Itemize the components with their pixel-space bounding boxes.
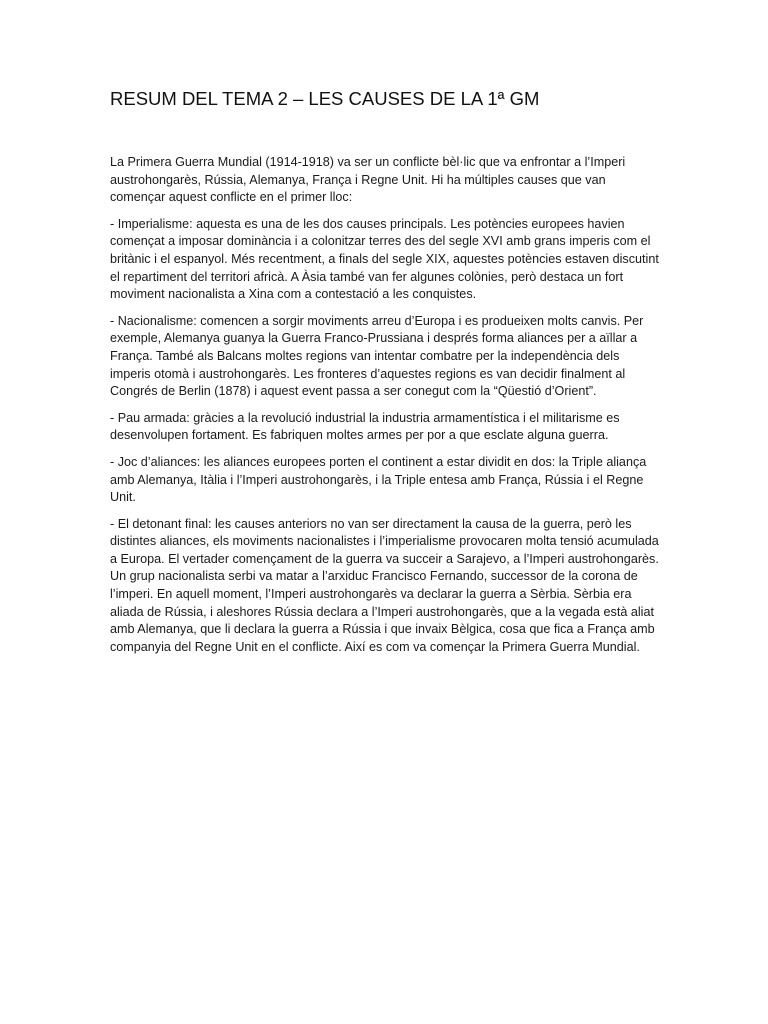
paragraph-detonant-final: - El detonant final: les causes anteriors no van ser directament la causa de la guerra, però les distintes aliances, els moviments nacionalistes i l’imperialisme provocaren molta tensió acumulada a Europa. El vertader començament de la guerra va succeir a Sarajevo, a l’Imperi austrohongarès. Un grup nacionalista serbi va matar a l’arxiduc Francisco Fernando, successor de la corona de l’imperi. En aquell moment, l’Imperi austrohongarès va declarar la guerra a Sèrbia. Sèrbia era aliada de Rússia, i aleshores Rússia declara a l’Imperi austrohongarès, que a la vegada està aliat amb Alemanya, que li declara la guerra a Rússia i que invaix Bèlgica, cosa que fica a França amb companyia del Regne Unit en el conflicte. Així es com va començar la Primera Guerra Mundial.	[110, 516, 659, 654]
paragraph-joc-aliances: - Joc d’aliances: les aliances europees porten el continent a estar dividit en dos: la Triple aliança amb Alemanya, Itàlia i l’Imperi austrohongarès, i la Triple entesa amb França, Rússia i el Regne Unit.	[110, 454, 647, 505]
document-body	[110, 154, 662, 656]
paragraph-imperialisme: - Imperialisme: aquesta es una de les dos causes principals. Les potències europees havien començat a imposar dominància i a colonitzar terres des del segle XVI amb grans imperis com el britànic i el espanyol. Més recentment, a finals del segle XIX, aquestes potències estaven discutint el repartiment del territori africà. A Àsia també van fer algunes colònies, però destaca un fort moviment nacionalista a Xina com a contestació a les conquistes.	[110, 216, 659, 302]
paragraph-nacionalisme: - Nacionalisme: comencen a sorgir moviments arreu d’Europa i es produeixen molts canvis. Per exemple, Alemanya guanya la Guerra Franco-Prussiana i després forma aliances per a aïllar a França. També als Balcans moltes regions van intentar combatre per la independència dels imperis otomà i austrohongarès. Les fronteres d’aquestes regions es van decidir finalment al Congrés de Berlin (1878) i aquest event passa a ser conegut com la “Qüestió d’Orient”.	[110, 313, 644, 399]
paragraph-pau-armada: - Pau armada: gràcies a la revolució industrial la industria armamentística i el militarisme es desenvolupen fortament. Es fabriquen moltes armes per por a que esclate alguna guerra.	[110, 410, 620, 443]
document-content	[110, 86, 662, 665]
document-title: RESUM DEL TEMA 2 – LES CAUSES DE LA 1ª GM	[110, 88, 540, 109]
paragraph-intro: La Primera Guerra Mundial (1914-1918) va ser un conflicte bèl·lic que va enfrontar a l’Imperi austrohongarès, Rússia, Alemanya, França i Regne Unit. Hi ha múltiples causes que van començar aquest conflicte en el primer lloc:	[110, 155, 626, 205]
